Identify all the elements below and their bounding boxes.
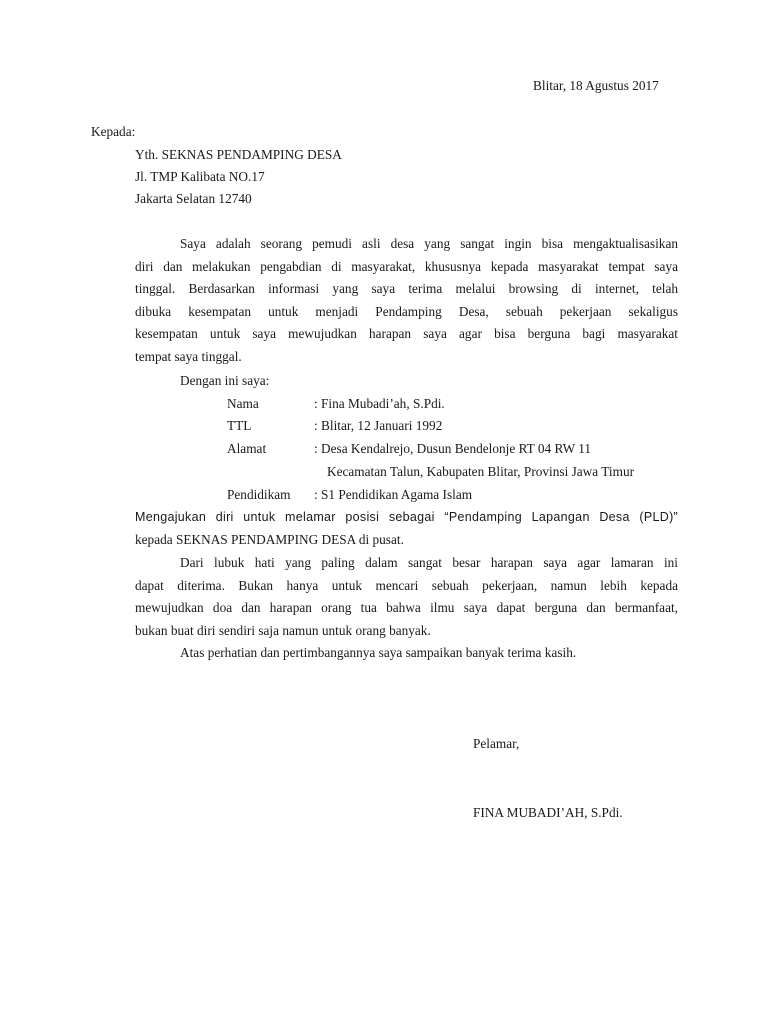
recipient-salutation: Kepada: [91, 124, 136, 139]
paragraph-line: Dari lubuk hati yang paling dalam sangat besar harapan saya agar lamaran ini [180, 555, 678, 570]
letter-date: Blitar, 18 Agustus 2017 [533, 78, 659, 93]
intro-paragraph [135, 233, 678, 368]
paragraph-line: kesempatan untuk saya mewujudkan harapan saya agar bisa berguna bagi masyarakat [135, 326, 678, 341]
paragraph-line: mewujudkan doa dan harapan orang tua bahwa ilmu saya dapat berguna dan bermanfaat, [135, 600, 678, 615]
paragraph-line: kepada SEKNAS PENDAMPING DESA di pusat. [135, 531, 404, 547]
paragraph-line: Mengajukan diri untuk melamar posisi sebagai “Pendamping Lapangan Desa (PLD)” [135, 510, 678, 524]
closing-line: Atas perhatian dan pertimbangannya saya sampaikan banyak terima kasih. [180, 645, 577, 660]
signature-label: Pelamar, [473, 736, 520, 751]
ttl-label: TTL [227, 418, 252, 433]
name-label: Nama [227, 396, 259, 411]
recipient-street: Jl. TMP Kalibata NO.17 [135, 169, 265, 184]
recipient-city: Jakarta Selatan 12740 [135, 191, 252, 206]
paragraph-line: tinggal. Berdasarkan informasi yang saya terima melalui browsing di internet, telah [135, 281, 678, 296]
paragraph-line: Saya adalah seorang pemudi asli desa yang sangat ingin bisa mengaktualisasikan [180, 236, 678, 251]
education-value: : S1 Pendidikan Agama Islam [314, 487, 473, 502]
paragraph-line: dapat diterima. Bukan hanya untuk mencari sebuah pekerjaan, namun lebih kepada [135, 577, 678, 593]
paragraph-line: dibuka kesempatan untuk menjadi Pendamping Desa, sebuah pekerjaan sekaligus [135, 303, 678, 319]
application-paragraph [135, 506, 678, 551]
address-line-2: Kecamatan Talun, Kabupaten Blitar, Provinsi Jawa Timur [327, 464, 635, 479]
address-label: Alamat [227, 441, 267, 456]
hope-paragraph [135, 552, 678, 642]
declaration-intro: Dengan ini saya: [180, 373, 270, 388]
recipient-name: Yth. SEKNAS PENDAMPING DESA [135, 147, 342, 162]
ttl-value: : Blitar, 12 Januari 1992 [314, 418, 443, 433]
paragraph-line: bukan buat diri sendiri saja namun untuk orang banyak. [135, 622, 431, 638]
name-value: : Fina Mubadi’ah, S.Pdi. [314, 396, 445, 411]
address-line-1: : Desa Kendalrejo, Dusun Bendelonje RT 04 RW 11 [314, 441, 592, 456]
education-label: Pendidikam [227, 487, 291, 502]
paragraph-line: diri dan melakukan pengabdian di masyarakat, khususnya kepada masyarakat tempat saya [135, 258, 678, 274]
paragraph-line: tempat saya tinggal. [135, 348, 242, 364]
signature-name: FINA MUBADI’AH, S.Pdi. [473, 805, 623, 820]
